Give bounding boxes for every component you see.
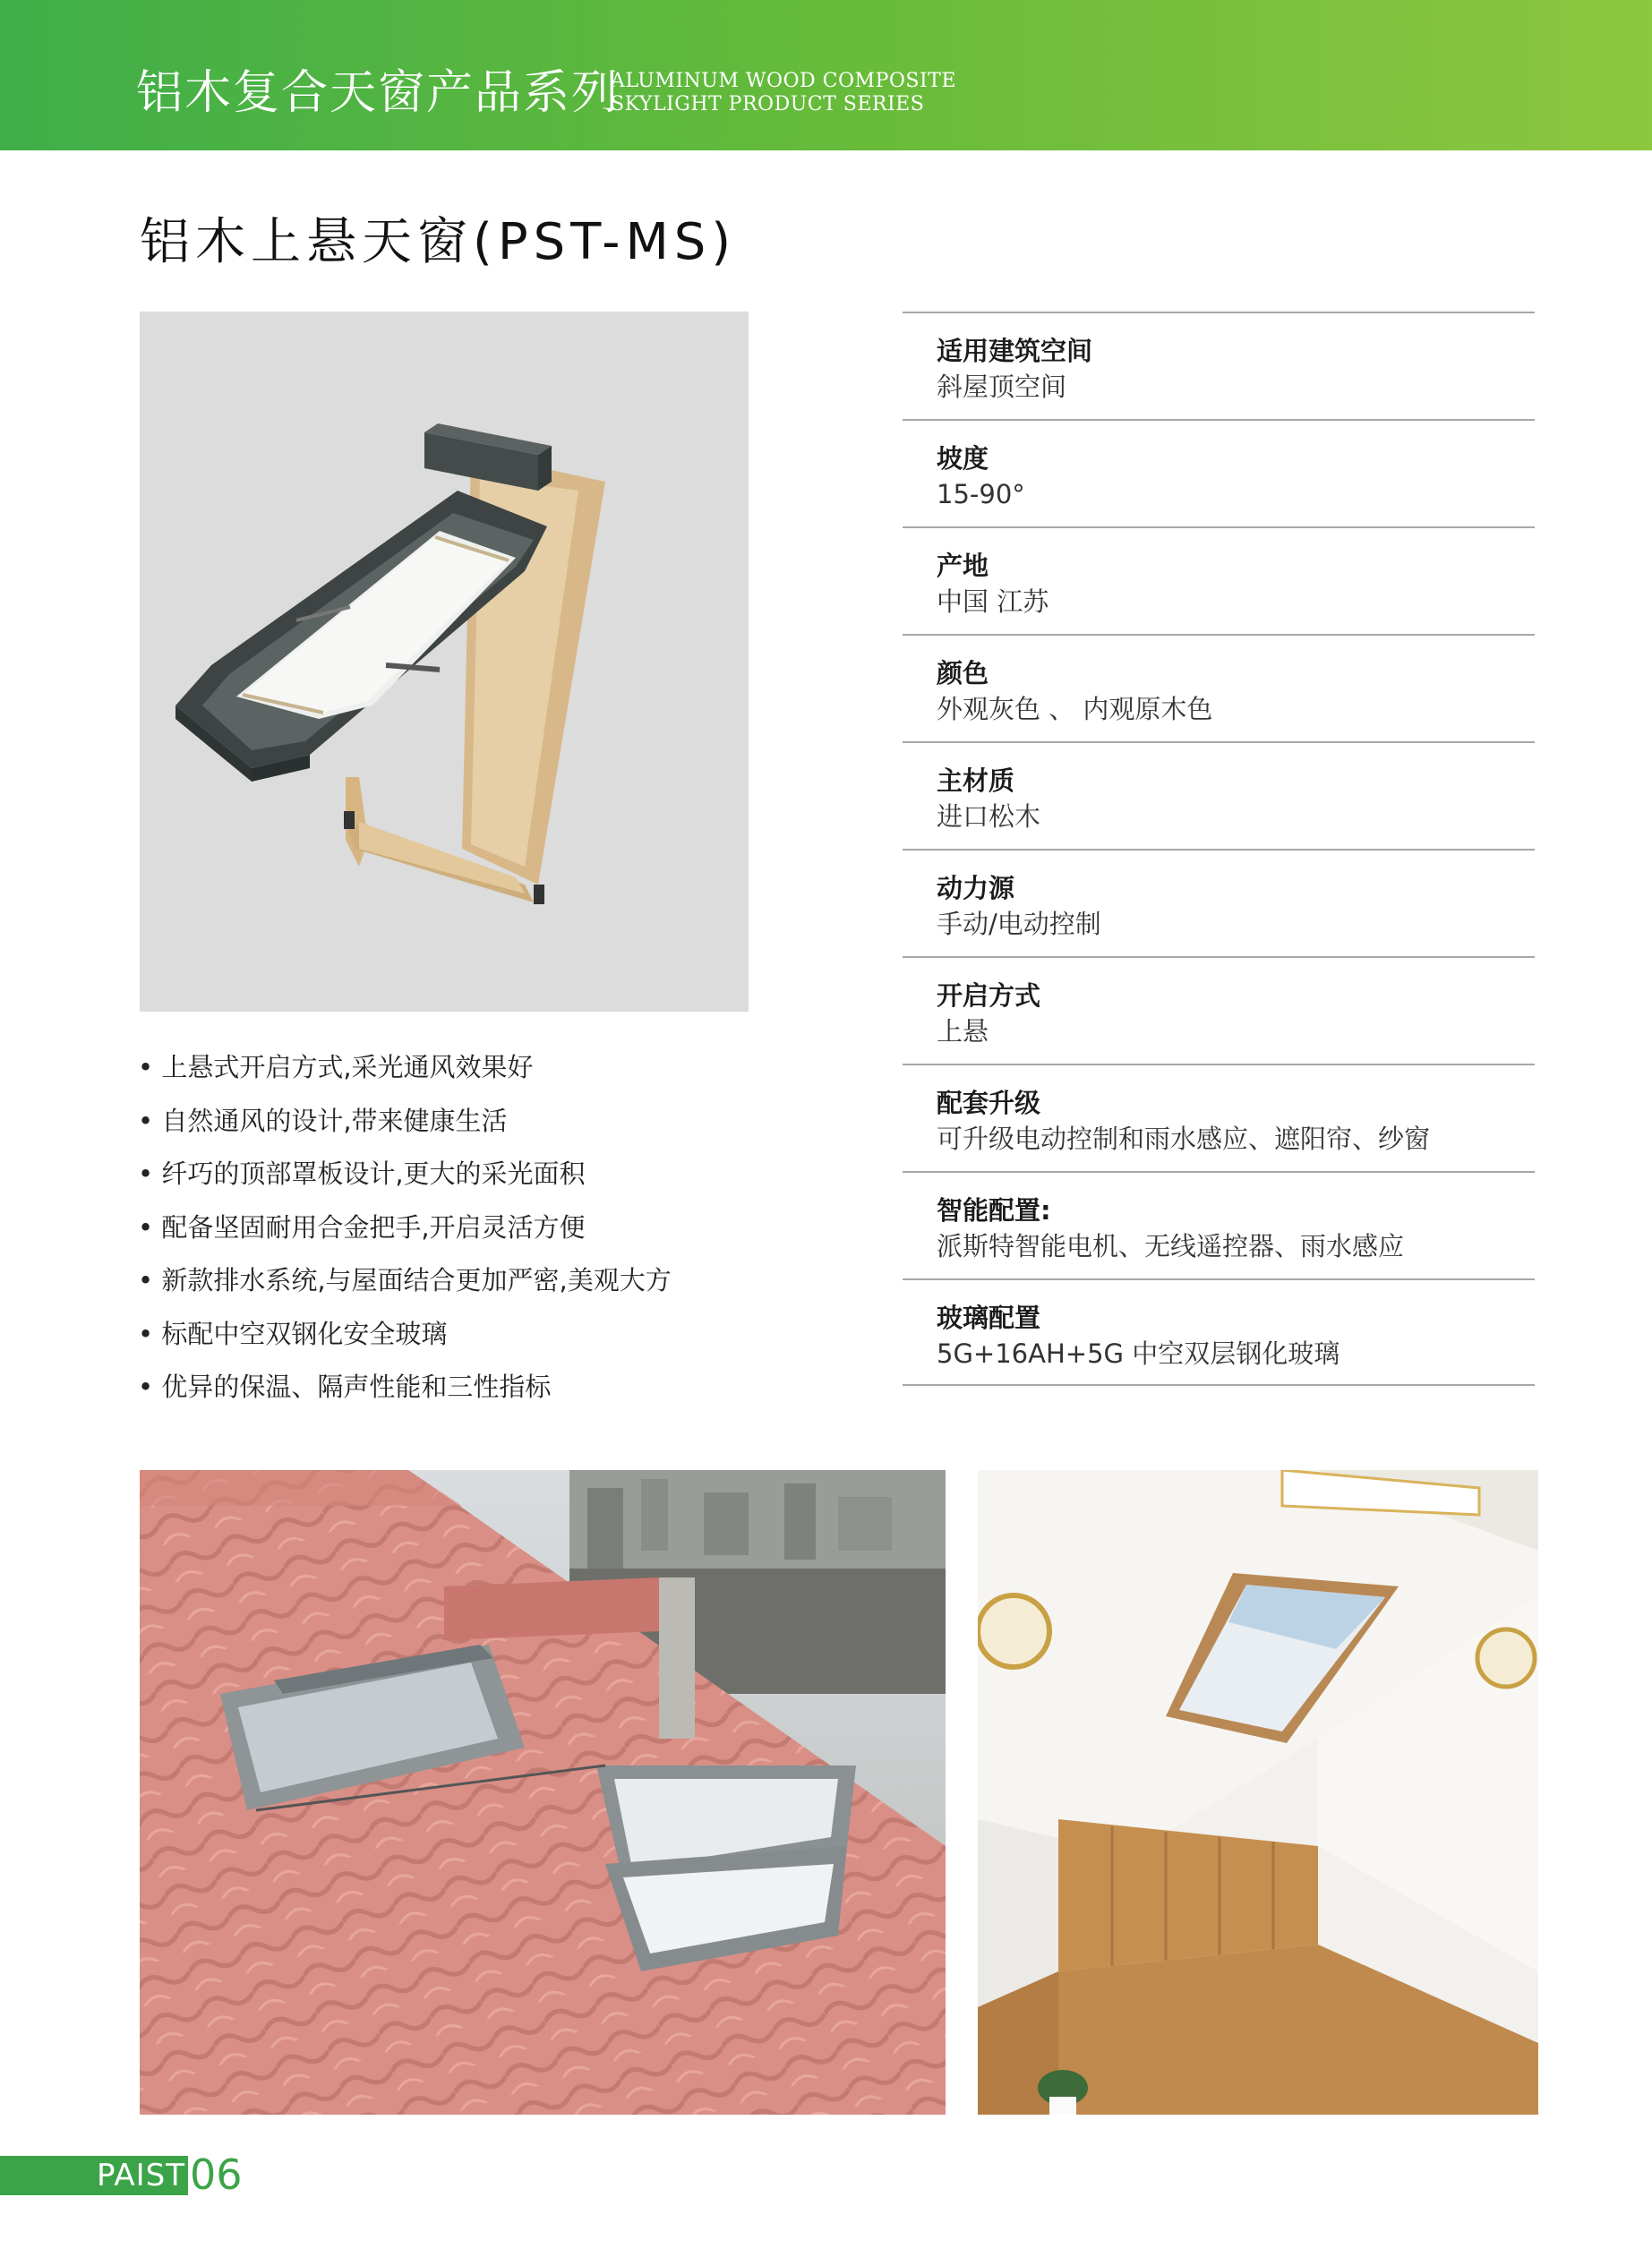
feature-item: • 配备坚固耐用合金把手,开启灵活方便 bbox=[138, 1211, 586, 1243]
feature-item: • 标配中空双钢化安全玻璃 bbox=[138, 1318, 448, 1349]
spec-value: 斜屋顶空间 bbox=[937, 372, 1067, 402]
spec-row bbox=[903, 1278, 1535, 1386]
spec-label: 产地 bbox=[937, 551, 989, 581]
attic-interior-illustration bbox=[978, 1470, 1538, 2115]
series-title-en-line1: ALUMINUM WOOD COMPOSITE bbox=[611, 70, 956, 92]
spec-value: 上悬 bbox=[937, 1016, 989, 1047]
spec-row bbox=[903, 849, 1535, 956]
spec-value: 外观灰色 、 内观原木色 bbox=[937, 694, 1213, 724]
spec-row bbox=[903, 1171, 1535, 1278]
spec-value: 中国 江苏 bbox=[937, 586, 1049, 617]
spec-table bbox=[903, 312, 1535, 1386]
series-title-cn: 铝木复合天窗产品系列 bbox=[136, 66, 621, 120]
spec-label: 开启方式 bbox=[937, 980, 1041, 1011]
spec-label: 动力源 bbox=[937, 873, 1015, 903]
roof-skylights-illustration bbox=[140, 1470, 946, 2115]
spec-label: 颜色 bbox=[937, 658, 989, 688]
spec-label: 主材质 bbox=[937, 765, 1015, 796]
feature-list bbox=[138, 1049, 818, 1423]
spec-row bbox=[903, 419, 1535, 526]
series-title-en-line2: SKYLIGHT PRODUCT SERIES bbox=[611, 93, 925, 115]
spec-label: 智能配置: bbox=[937, 1195, 1051, 1226]
spec-value: 可升级电动控制和雨水感应、遮阳帘、纱窗 bbox=[937, 1124, 1431, 1154]
spec-row bbox=[903, 312, 1535, 419]
spec-row bbox=[903, 526, 1535, 634]
product-title: 铝木上悬天窗(PST-MS) bbox=[140, 213, 737, 271]
skylight-window-illustration bbox=[140, 312, 749, 1012]
spec-label: 坡度 bbox=[937, 443, 989, 474]
header-banner bbox=[0, 0, 1652, 150]
feature-item: • 上悬式开启方式,采光通风效果好 bbox=[138, 1052, 534, 1082]
roof-installation-photo bbox=[140, 1470, 946, 2115]
spec-value: 手动/电动控制 bbox=[937, 909, 1101, 939]
spec-value: 派斯特智能电机、无线遥控器、雨水感应 bbox=[937, 1231, 1405, 1261]
spec-label: 适用建筑空间 bbox=[937, 336, 1093, 366]
spec-label: 玻璃配置 bbox=[937, 1303, 1041, 1333]
feature-item: • 纤巧的顶部罩板设计,更大的采光面积 bbox=[138, 1158, 586, 1189]
attic-room-photo bbox=[978, 1470, 1538, 2115]
feature-item: • 优异的保温、隔声性能和三性指标 bbox=[138, 1372, 552, 1402]
page-number: 06 bbox=[190, 2150, 243, 2199]
spec-value: 15-90° bbox=[937, 479, 1025, 509]
spec-value: 进口松木 bbox=[937, 801, 1041, 832]
spec-row bbox=[903, 1064, 1535, 1171]
product-photo bbox=[140, 312, 749, 1012]
series-title-en bbox=[611, 70, 956, 116]
feature-item: • 新款排水系统,与屋面结合更加严密,美观大方 bbox=[138, 1265, 672, 1295]
feature-item: • 自然通风的设计,带来健康生活 bbox=[138, 1105, 508, 1136]
spec-row bbox=[903, 741, 1535, 849]
spec-value: 5G+16AH+5G 中空双层钢化玻璃 bbox=[937, 1338, 1340, 1369]
spec-row bbox=[903, 956, 1535, 1064]
spec-label: 配套升级 bbox=[937, 1088, 1041, 1118]
footer-brand: PAIST bbox=[97, 2158, 185, 2193]
spec-row bbox=[903, 634, 1535, 741]
